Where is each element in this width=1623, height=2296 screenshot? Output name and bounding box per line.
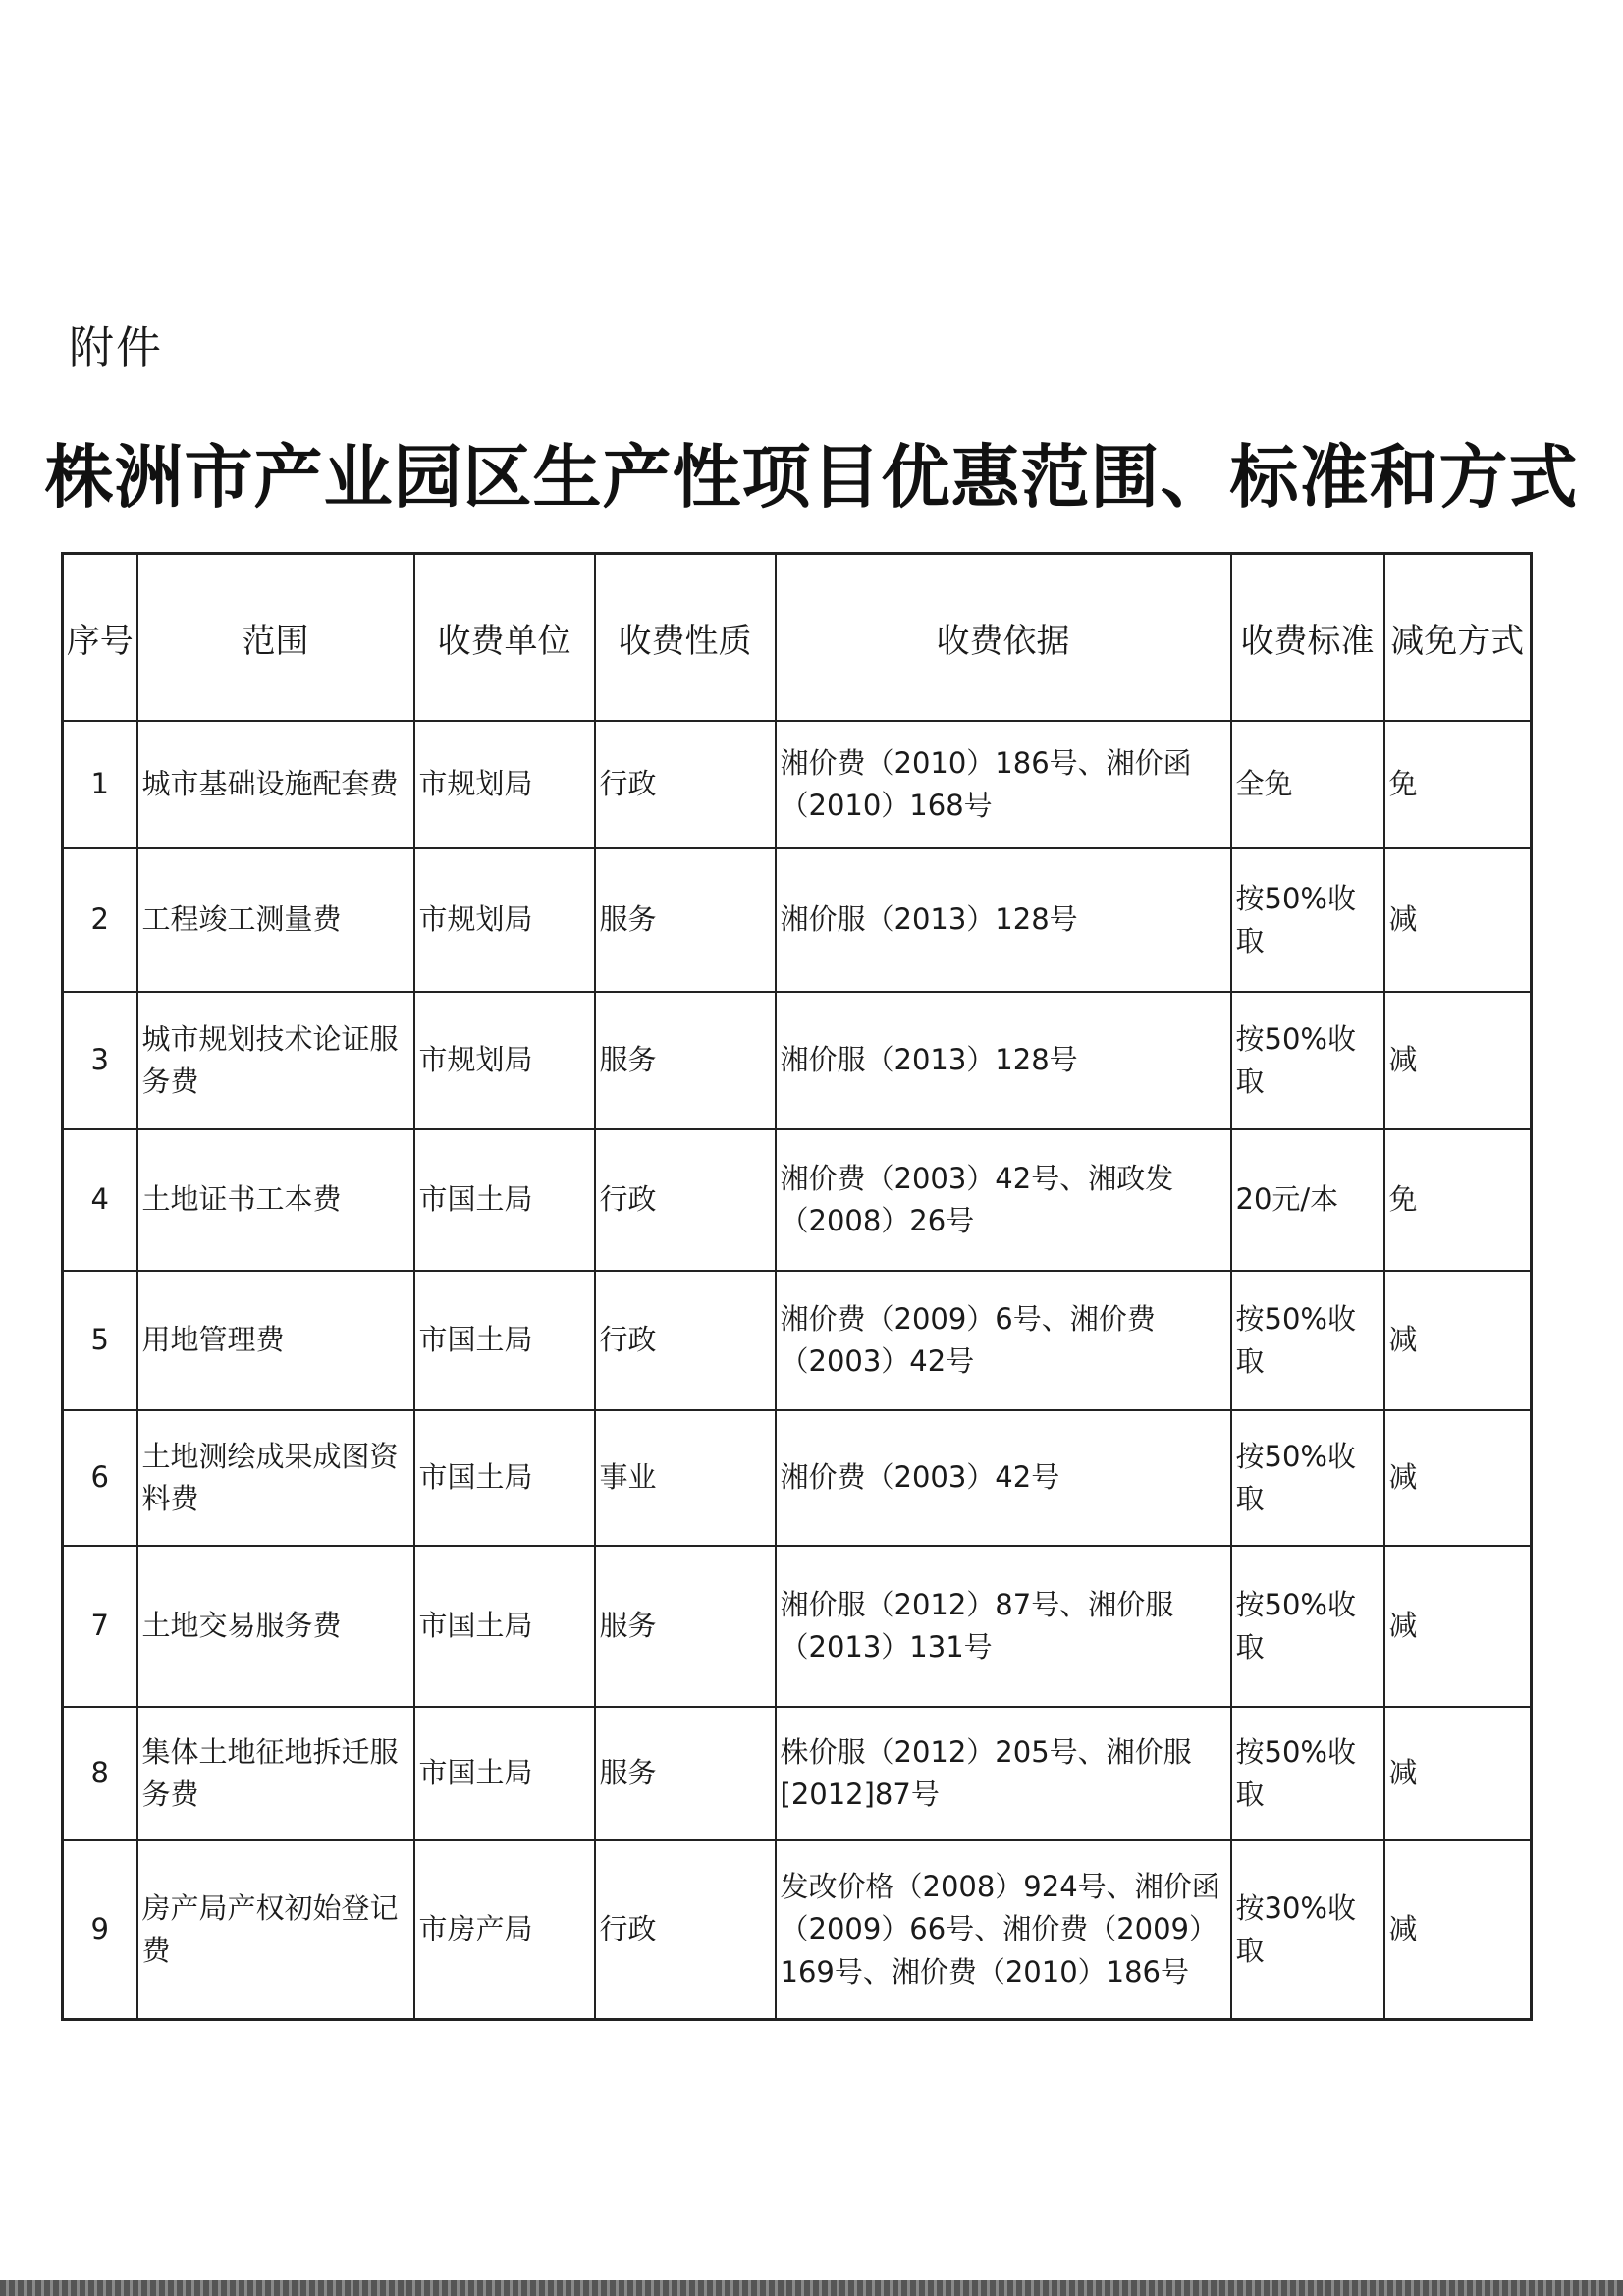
table-row	[63, 1707, 1532, 1840]
cell-reduction-method: 免	[1384, 1129, 1532, 1271]
cell-fee-unit: 市国土局	[414, 1410, 595, 1546]
table-row	[63, 1546, 1532, 1707]
cell-scope: 房产局产权初始登记费	[137, 1840, 414, 2020]
table-row	[63, 1129, 1532, 1271]
header-index: 序号	[63, 554, 137, 722]
cell-fee-nature: 行政	[595, 1840, 776, 2020]
cell-fee-basis: 发改价格（2008）924号、湘价函（2009）66号、湘价费（2009）169号、湘价费（2010）186号	[776, 1840, 1231, 2020]
document-title: 株洲市产业园区生产性项目优惠范围、标准和方式	[44, 436, 1579, 518]
cell-fee-nature: 服务	[595, 1707, 776, 1840]
cell-fee-standard: 按50%收取	[1231, 1271, 1384, 1410]
cell-fee-unit: 市房产局	[414, 1840, 595, 2020]
attachment-label: 附件	[69, 321, 163, 374]
cell-fee-basis: 株价服（2012）205号、湘价服[2012]87号	[776, 1707, 1231, 1840]
cell-fee-standard: 按50%收取	[1231, 1410, 1384, 1546]
cell-fee-nature: 行政	[595, 1271, 776, 1410]
cell-reduction-method: 减	[1384, 1271, 1532, 1410]
cell-index: 2	[63, 848, 137, 992]
cell-fee-unit: 市规划局	[414, 992, 595, 1129]
header-fee-basis: 收费依据	[776, 554, 1231, 722]
cell-fee-nature: 事业	[595, 1410, 776, 1546]
cell-fee-basis: 湘价费（2003）42号、湘政发（2008）26号	[776, 1129, 1231, 1271]
cell-reduction-method: 减	[1384, 848, 1532, 992]
table-row	[63, 1410, 1532, 1546]
cell-scope: 城市基础设施配套费	[137, 721, 414, 848]
cell-index: 9	[63, 1840, 137, 2020]
cell-reduction-method: 减	[1384, 1410, 1532, 1546]
cell-fee-nature: 行政	[595, 721, 776, 848]
cell-fee-basis: 湘价费（2003）42号	[776, 1410, 1231, 1546]
cell-fee-nature: 行政	[595, 1129, 776, 1271]
cell-fee-nature: 服务	[595, 1546, 776, 1707]
cell-fee-standard: 按50%收取	[1231, 1546, 1384, 1707]
cell-index: 3	[63, 992, 137, 1129]
header-reduction-method: 减免方式	[1384, 554, 1532, 722]
fee-reduction-table	[61, 552, 1533, 2021]
cell-fee-basis: 湘价服（2012）87号、湘价服（2013）131号	[776, 1546, 1231, 1707]
cell-fee-standard: 按30%收取	[1231, 1840, 1384, 2020]
cell-fee-standard: 按50%收取	[1231, 1707, 1384, 1840]
cell-fee-nature: 服务	[595, 848, 776, 992]
cell-fee-unit: 市国土局	[414, 1271, 595, 1410]
table-row	[63, 992, 1532, 1129]
cell-index: 4	[63, 1129, 137, 1271]
table-row	[63, 721, 1532, 848]
cell-reduction-method: 减	[1384, 1707, 1532, 1840]
cell-fee-unit: 市国土局	[414, 1129, 595, 1271]
cell-scope: 工程竣工测量费	[137, 848, 414, 992]
cell-fee-nature: 服务	[595, 992, 776, 1129]
cell-reduction-method: 减	[1384, 1546, 1532, 1707]
cell-scope: 城市规划技术论证服务费	[137, 992, 414, 1129]
cell-fee-unit: 市国土局	[414, 1546, 595, 1707]
table-header-row	[63, 554, 1532, 722]
table-row	[63, 848, 1532, 992]
cell-scope: 土地测绘成果成图资料费	[137, 1410, 414, 1546]
cell-index: 6	[63, 1410, 137, 1546]
cell-index: 1	[63, 721, 137, 848]
cell-fee-standard: 按50%收取	[1231, 992, 1384, 1129]
cell-index: 8	[63, 1707, 137, 1840]
scan-edge-band	[0, 2280, 1623, 2296]
cell-fee-basis: 湘价服（2013）128号	[776, 992, 1231, 1129]
cell-fee-basis: 湘价服（2013）128号	[776, 848, 1231, 992]
cell-index: 5	[63, 1271, 137, 1410]
cell-scope: 集体土地征地拆迁服务费	[137, 1707, 414, 1840]
cell-fee-standard: 按50%收取	[1231, 848, 1384, 992]
cell-fee-standard: 全免	[1231, 721, 1384, 848]
header-fee-nature: 收费性质	[595, 554, 776, 722]
cell-reduction-method: 免	[1384, 721, 1532, 848]
cell-fee-basis: 湘价费（2009）6号、湘价费（2003）42号	[776, 1271, 1231, 1410]
header-fee-unit: 收费单位	[414, 554, 595, 722]
cell-fee-unit: 市规划局	[414, 848, 595, 992]
header-scope: 范围	[137, 554, 414, 722]
cell-index: 7	[63, 1546, 137, 1707]
cell-reduction-method: 减	[1384, 1840, 1532, 2020]
header-fee-standard: 收费标准	[1231, 554, 1384, 722]
table-row	[63, 1840, 1532, 2020]
cell-fee-standard: 20元/本	[1231, 1129, 1384, 1271]
cell-reduction-method: 减	[1384, 992, 1532, 1129]
cell-fee-unit: 市国土局	[414, 1707, 595, 1840]
cell-scope: 用地管理费	[137, 1271, 414, 1410]
cell-scope: 土地交易服务费	[137, 1546, 414, 1707]
cell-scope: 土地证书工本费	[137, 1129, 414, 1271]
cell-fee-basis: 湘价费（2010）186号、湘价函（2010）168号	[776, 721, 1231, 848]
cell-fee-unit: 市规划局	[414, 721, 595, 848]
table-row	[63, 1271, 1532, 1410]
